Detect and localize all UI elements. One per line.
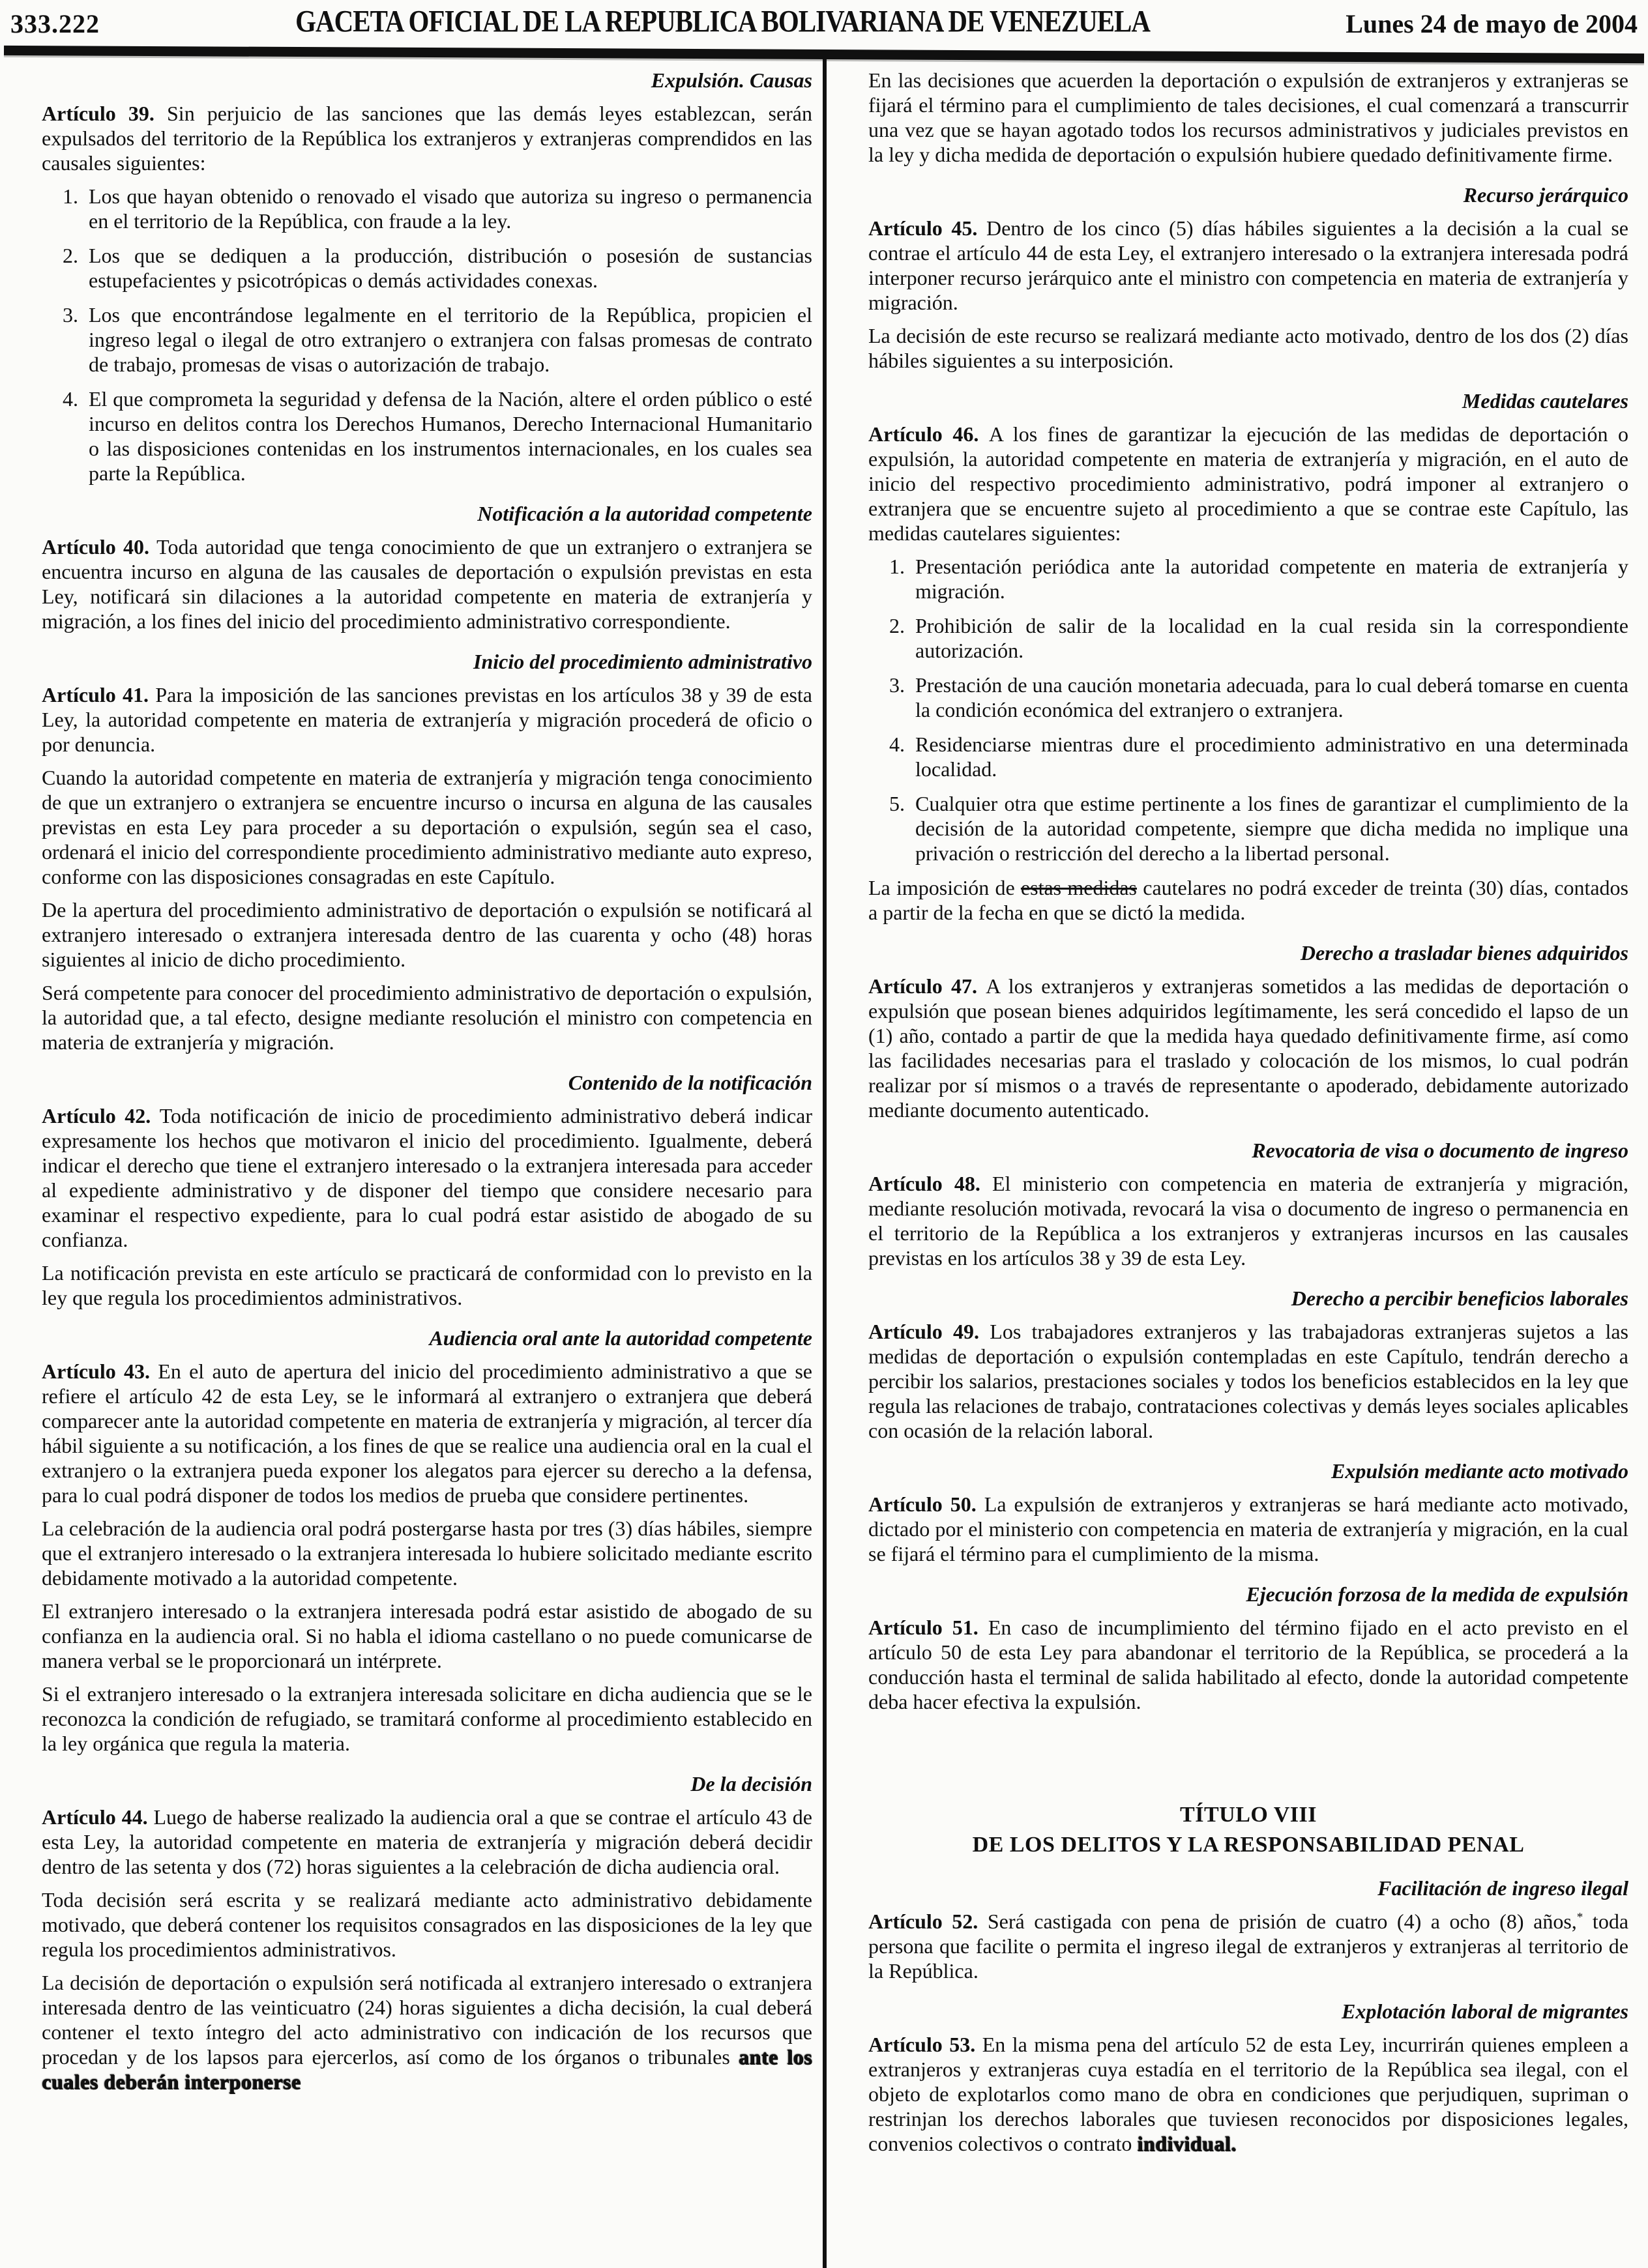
text-segment: La imposición de bbox=[868, 876, 1021, 899]
text-segment: La notificación prevista en este artículo se practicará de conformidad con lo previsto en la ley que regula los procedimientos administrativos. bbox=[42, 1261, 812, 1309]
text-segment: Si el extranjero interesado o la extranjera interesada solicitare en dicha audiencia que se le reconozca la condición de refugiado, se tramitará conforme al procedimiento establecido en la ley orgánica que regula la materia. bbox=[42, 1682, 812, 1755]
text-segment: Será castigada con pena de prisión de cuatro (4) a ocho (8) años, bbox=[987, 1910, 1577, 1933]
paragraph bbox=[42, 1970, 812, 2094]
text-segment: El extranjero interesado o la extranjera interesada podrá estar asistido de abogado de su confianza en la audiencia oral. Si no habla el idioma castellano o no puede comunicarse de manera verbal se le proporcionará un intérprete. bbox=[42, 1599, 812, 1672]
text-segment: toda persona que facilite o permita el ingreso ilegal de extranjeros y extranjeras al territorio de la República. bbox=[868, 1910, 1629, 1983]
paragraph bbox=[42, 101, 812, 175]
paragraph bbox=[42, 980, 812, 1054]
text-segment: La decisión de este recurso se realizará mediante acto motivado, dentro de los dos (2) días hábiles siguientes a su interposición. bbox=[868, 324, 1628, 372]
numbered-list bbox=[42, 184, 812, 486]
text-segment: Artículo 45. bbox=[868, 216, 986, 240]
list-item: 4. Residenciarse mientras dure el procedimiento administrativo en una determinada localidad. bbox=[910, 732, 1628, 781]
paragraph bbox=[868, 422, 1628, 545]
list-item: 2. Los que se dediquen a la producción, distribución o posesión de sustancias estupefacientes y psicotrópicas o demás actividades conexas. bbox=[83, 243, 812, 293]
text-segment: A los extranjeros y extranjeras sometidos a las medidas de deportación o expulsión que posean bienes adquiridos legítimamente, les será concedido el lapso de un (1) año, contado a partir de que la medida haya quedado definitivamente firme, así como las facilidades necesarias para el traslado y colocación de los mismos, lo cual podrán realizar por sí mismos o a través de representante o apoderado, debidamente autorizado mediante documento autenticado. bbox=[868, 974, 1629, 1122]
list-item: 1. Presentación periódica ante la autoridad competente en materia de extranjería y migración. bbox=[910, 554, 1628, 603]
text-segment: * bbox=[1576, 1910, 1583, 1925]
left-column bbox=[42, 65, 812, 2102]
list-item: 5. Cualquier otra que estime pertinente a los fines de garantizar el cumplimiento de la decisión de la autoridad competente, siempre que dicha medida no implique una privación o restricción del derecho a la libertad personal. bbox=[910, 791, 1628, 865]
section-heading: Derecho a percibir beneficios laborales bbox=[1291, 1287, 1628, 1310]
text-segment: Luego de haberse realizado la audiencia oral a que se contrae el artículo 43 de esta Ley, la autoridad competente en materia de extranjería y migración deberá decidir dentro de las setenta y dos (72) horas siguientes a la celebración de dicha audiencia oral. bbox=[42, 1805, 813, 1878]
section-heading: Contenido de la notificación bbox=[568, 1071, 812, 1094]
section-heading: Expulsión mediante acto motivado bbox=[1331, 1459, 1628, 1483]
text-segment: Toda autoridad que tenga conocimiento de que un extranjero o extranjera se encuentra incurso en alguna de las causales de deportación o expulsión previstas en esta Ley, notificará sin dilaciones a la autoridad competente en materia de extranjería y migración, a los fines del inicio del procedimiento administrativo correspondiente. bbox=[42, 535, 813, 633]
text-segment: Artículo 43. bbox=[42, 1359, 158, 1383]
text-segment: Artículo 42. bbox=[42, 1104, 160, 1127]
paragraph bbox=[868, 1909, 1628, 1983]
section-heading: Recurso jerárquico bbox=[1463, 183, 1628, 207]
text-segment: Sin perjuicio de las sanciones que las demás leyes establezcan, serán expulsados del territorio de la República los extranjeros y extranjeras comprendidos en las causales siguientes: bbox=[42, 102, 813, 175]
text-segment: Artículo 47. bbox=[868, 974, 986, 998]
section-heading: Ejecución forzosa de la medida de expulsión bbox=[1246, 1582, 1628, 1606]
list-item: 3. Los que encontrándose legalmente en el territorio de la República, propicien el ingreso legal o ilegal de otro extranjero o extranjera con falsas promesas de contrato de trabajo, promesas de visas o autorización de trabajo. bbox=[83, 302, 812, 377]
numbered-list bbox=[868, 554, 1628, 865]
text-segment: Artículo 53. bbox=[868, 2033, 982, 2056]
text-segment: En la misma pena del artículo 52 de esta Ley, incurrirán quienes empleen a extranjeros y extranjeras cuya estadía en el territorio de la República sea ilegal, con el objeto de explotarlos como mano de obra en condiciones que perjudiquen, supriman o restrinjan los derechos laborales que tuviesen reconocidos por disposiciones legales, convenios colectivos o contrato bbox=[868, 2033, 1629, 2155]
page-number: 333.222 bbox=[10, 9, 100, 38]
section-heading: Audiencia oral ante la autoridad competente bbox=[429, 1326, 812, 1350]
paragraph bbox=[868, 1492, 1628, 1566]
text-segment: Dentro de los cinco (5) días hábiles siguientes a la decisión a la cual se contrae el artículo 44 de esta Ley, el extranjero interesado o la extranjera interesada podrá interponer recurso jerárquico ante el ministro con competencia en materia de extranjería y migración. bbox=[868, 216, 1628, 314]
text-segment: Artículo 40. bbox=[42, 535, 157, 559]
text-segment: Para la imposición de las sanciones previstas en los artículos 38 y 39 de esta Ley, la autoridad competente en materia de extranjería y migración procederá de oficio o por denuncia. bbox=[42, 683, 813, 756]
section-heading: Derecho a trasladar bienes adquiridos bbox=[1300, 941, 1628, 965]
text-segment: ante los cuales deberán interponerse bbox=[42, 2045, 813, 2093]
text-segment: Será competente para conocer del procedimiento administrativo de deportación o expulsión, la autoridad que, a tal efecto, designe mediante resolución el ministro con competencia en materia de extranjería y migración. bbox=[42, 981, 812, 1054]
section-heading: Inicio del procedimiento administrativo bbox=[473, 650, 812, 673]
paragraph bbox=[42, 534, 812, 633]
text-segment: La celebración de la audiencia oral podrá postergarse hasta por tres (3) días hábiles, siempre que el extranjero interesado o la extranjera interesada lo hubiere solicitado mediante escrito debidamente motivado a la autoridad competente. bbox=[42, 1517, 812, 1590]
paragraph bbox=[868, 68, 1628, 167]
gazette-masthead-title: GACETA OFICIAL DE LA REPUBLICA BOLIVARIANA DE VENEZUELA bbox=[295, 3, 1151, 38]
text-segment: El ministerio con competencia en materia de extranjería y migración, mediante resolución motivada, revocará la visa o documento de ingreso o permanencia en el territorio de la República a los extranjeros y extranjeras incursos en las causales previstas en los artículos 38 y 39 de esta Ley. bbox=[868, 1172, 1629, 1270]
text-segment: A los fines de garantizar la ejecución de las medidas de deportación o expulsión, la autoridad competente en materia de extranjería y migración, en el auto de inicio del respectivo procedimiento administrativo, podrá imponer al extranjero o extranjera que se encuentre sujeto al procedimiento a que se contrae este Capítulo, las medidas cautelares siguientes: bbox=[868, 422, 1629, 545]
text-segment: cautelares no podrá exceder de treinta (30) días, contados a partir de la fecha en que se dictó la medida. bbox=[868, 876, 1629, 924]
text-segment: La expulsión de extranjeros y extranjeras se hará mediante acto motivado, dictado por el ministerio con competencia en materia de extranjería y migración, en la cual se fijará el término para el cumplimiento de la misma. bbox=[868, 1492, 1629, 1565]
text-segment: Artículo 51. bbox=[868, 1616, 988, 1639]
paragraph bbox=[42, 1359, 812, 1507]
title-line: DE LOS DELITOS Y LA RESPONSABILIDAD PENAL bbox=[972, 1833, 1525, 1857]
column-divider-rule bbox=[823, 56, 827, 2268]
section-heading: De la decisión bbox=[690, 1772, 812, 1796]
text-segment: Artículo 41. bbox=[42, 683, 156, 706]
publication-date: Lunes 24 de mayo de 2004 bbox=[1346, 9, 1638, 38]
paragraph bbox=[42, 1103, 812, 1252]
title-heading bbox=[868, 1800, 1628, 1860]
text-segment: Artículo 46. bbox=[868, 422, 989, 446]
text-segment: Toda decisión será escrita y se realizará mediante acto administrativo debidamente motivado, que deberá contener los requisitos consagrados en las disposiciones de la ley que regula los procedimientos administrativos. bbox=[42, 1888, 812, 1961]
paragraph bbox=[868, 323, 1628, 373]
section-heading: Revocatoria de visa o documento de ingreso bbox=[1252, 1139, 1628, 1162]
paragraph bbox=[868, 974, 1628, 1122]
text-segment: Artículo 48. bbox=[868, 1172, 992, 1195]
text-segment: En las decisiones que acuerden la deportación o expulsión de extranjeros y extranjeras se fijará el término para el cumplimiento de tales decisiones, el cual comenzará a transcurrir una vez que se hayan agotado todos los recursos administrativos y judiciales previstos en la ley y dicha medida de deportación o expulsión hubiere quedado definitivamente firme. bbox=[868, 68, 1628, 166]
section-heading: Expulsión. Causas bbox=[651, 68, 812, 92]
paragraph bbox=[42, 1887, 812, 1962]
paragraph bbox=[42, 1260, 812, 1310]
text-segment: Artículo 49. bbox=[868, 1320, 990, 1343]
text-segment: Artículo 50. bbox=[868, 1492, 984, 1516]
text-segment: La decisión de deportación o expulsión será notificada al extranjero interesado o extranjera interesada dentro de las veinticuatro (24) horas siguientes a dicha decisión, la cual deberá contener el texto íntegro del acto administrativo con indicación de los recursos que procedan y de los lapsos para ejercerlos, así como de los órganos o tribunales bbox=[42, 1971, 812, 2069]
text-segment: Toda notificación de inicio de procedimiento administrativo deberá indicar expresamente los hechos que motivaron el inicio del procedimiento. Igualmente, deberá indicar el derecho que tiene el extranjero interesado o la extranjera interesada para acceder al expediente administrativo y de disponer del tiempo que considere necesario para examinar el respectivo expediente, para lo cual podrá estar asistido de abogado de su confianza. bbox=[42, 1104, 813, 1251]
text-segment: Cuando la autoridad competente en materia de extranjería y migración tenga conocimiento de que un extranjero o extranjera se encuentre incurso o incursa en alguna de las causales previstas en esta Ley para proceder a su deportación o expulsión, según sea el caso, ordenará el inicio del correspondiente procedimiento administrativo mediante auto expreso, conforme con las disposiciones consagradas en este Capítulo. bbox=[42, 766, 812, 888]
paragraph bbox=[42, 1805, 812, 1879]
section-heading: Medidas cautelares bbox=[1462, 389, 1628, 413]
section-heading: Notificación a la autoridad competente bbox=[477, 502, 812, 525]
paragraph bbox=[42, 1599, 812, 1673]
list-item: 2. Prohibición de salir de la localidad en la cual resida sin la correspondiente autorización. bbox=[910, 613, 1628, 663]
list-item: 3. Prestación de una caución monetaria adecuada, para lo cual deberá tomarse en cuenta la condición económica del extranjero o extranjera. bbox=[910, 673, 1628, 722]
paragraph bbox=[868, 1171, 1628, 1270]
paragraph bbox=[868, 216, 1628, 315]
list-item: 4. El que comprometa la seguridad y defensa de la Nación, altere el orden público o esté incurso en delitos contra los Derechos Humanos, Derecho Internacional Humanitario o las disposiciones contenidas en los instrumentos internacionales, en los cuales sea parte la República. bbox=[83, 386, 812, 486]
paragraph bbox=[868, 875, 1628, 925]
section-heading: Facilitación de ingreso ilegal bbox=[1377, 1876, 1628, 1900]
text-segment: individual. bbox=[1137, 2132, 1237, 2155]
paragraph bbox=[42, 1681, 812, 1756]
paragraph bbox=[868, 1615, 1628, 1714]
right-column bbox=[868, 65, 1628, 2164]
paragraph bbox=[42, 897, 812, 972]
title-line: TÍTULO VIII bbox=[1180, 1803, 1317, 1827]
text-segment: Artículo 39. bbox=[42, 102, 167, 125]
text-segment: estas medidas bbox=[1020, 876, 1138, 899]
list-item: 1. Los que hayan obtenido o renovado el visado que autoriza su ingreso o permanencia en el territorio de la República, con fraude a la ley. bbox=[83, 184, 812, 233]
paragraph bbox=[868, 2032, 1628, 2156]
text-segment: En caso de incumplimiento del término fijado en el acto previsto en el artículo 50 de esta Ley para abandonar el territorio de la República, se procederá a la conducción hasta el terminal de salida habilitado al efecto, donde la autoridad competente deba hacer efectiva la expulsión. bbox=[868, 1616, 1629, 1713]
text-segment: De la apertura del procedimiento administrativo de deportación o expulsión se notificará al extranjero interesado o extranjera interesada dentro de las cuarenta y ocho (48) horas siguientes al inicio de dicho procedimiento. bbox=[42, 898, 812, 971]
text-segment: Artículo 44. bbox=[42, 1805, 154, 1829]
paragraph bbox=[42, 682, 812, 757]
text-segment: En el auto de apertura del inicio del procedimiento administrativo a que se refiere el artículo 42 de esta Ley, se le informará al extranjero o extranjera que deberá comparecer ante la autoridad competente en materia de extranjería y migración, al tercer día hábil siguiente a su notificación, a los fines de que se realice una audiencia oral en la cual el extranjero o la extranjera pueda exponer los alegatos para ejercer su derecho a la defensa, para lo cual podrá disponer de todos los medios de prueba que considere pertinentes. bbox=[42, 1359, 813, 1507]
page-header bbox=[10, 3, 1638, 39]
paragraph bbox=[42, 765, 812, 889]
text-segment: Artículo 52. bbox=[868, 1910, 988, 1933]
text-segment: Los trabajadores extranjeros y las trabajadoras extranjeras sujetos a las medidas de deportación o expulsión contempladas en este Capítulo, tendrán derecho a percibir los salarios, prestaciones sociales y todos los beneficios establecidos en la ley que regula las relaciones de trabajo, contrataciones colectivas y demás leyes sociales aplicables con ocasión de la relación laboral. bbox=[868, 1320, 1629, 1442]
paragraph bbox=[868, 1319, 1628, 1443]
section-heading: Explotación laboral de migrantes bbox=[1341, 1999, 1628, 2023]
paragraph bbox=[42, 1516, 812, 1590]
